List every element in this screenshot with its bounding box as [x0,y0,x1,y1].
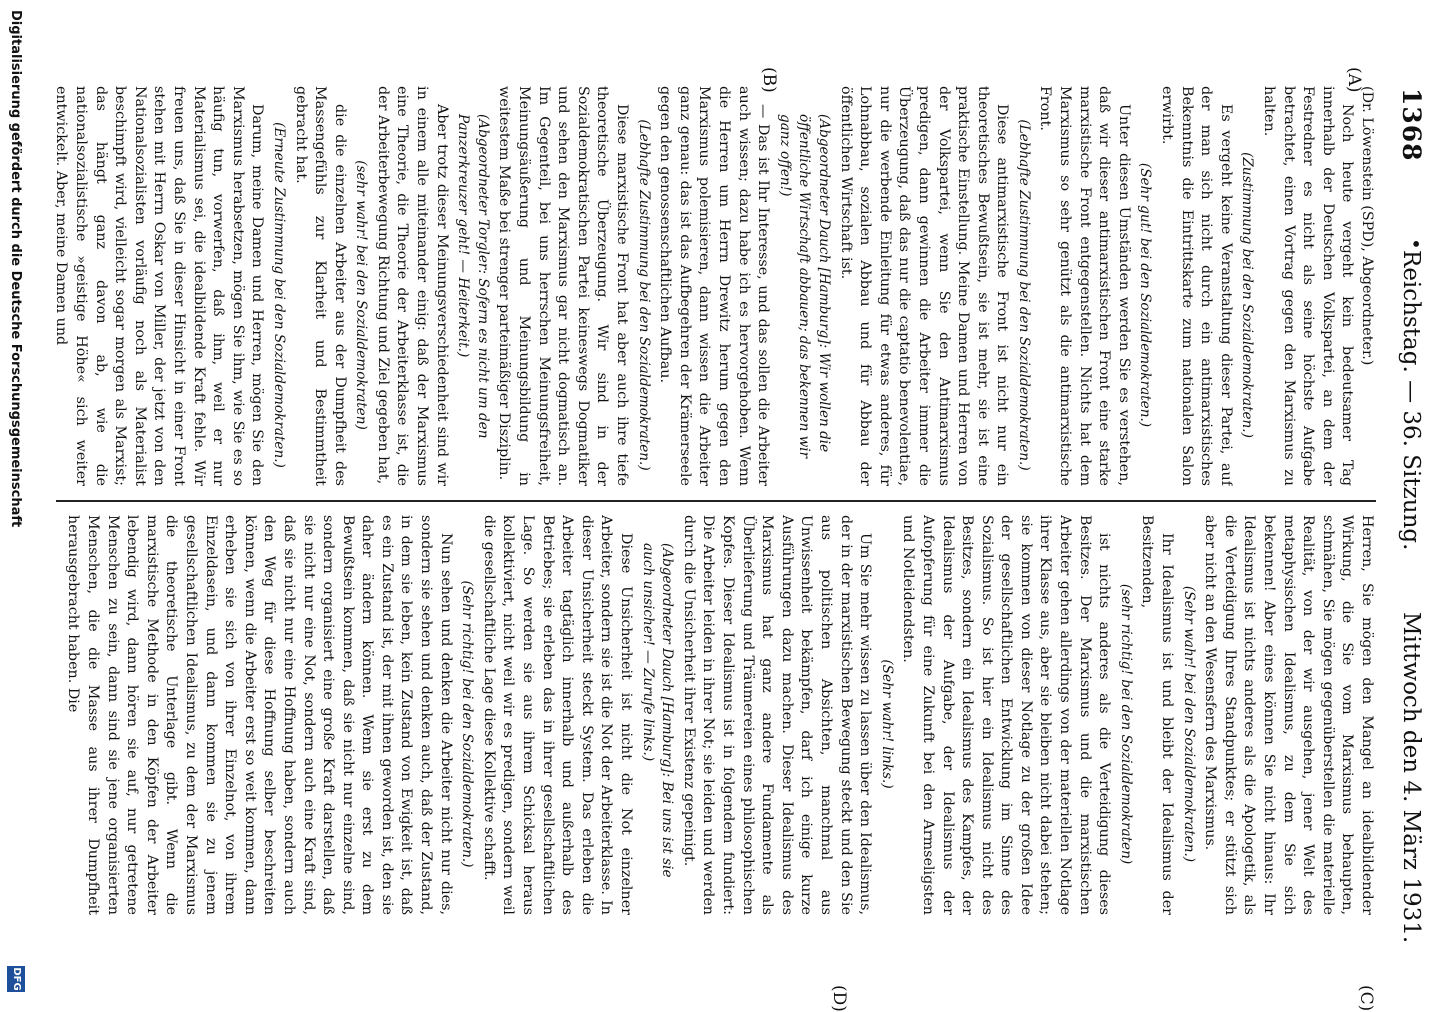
parenthetical-remark: (Abgeordneter Torgler: Sofern es nicht um den Panzerkreuzer geht! — Heiterkeit.) [455,114,491,439]
column-divider [56,500,1376,502]
dfg-logo: DFG [7,966,25,992]
margin-letter-c: (C) [1356,985,1376,1012]
parenthetical-remark: (sehr richtig! bei den Sozialdemokraten) [1117,583,1134,865]
parenthetical-remark: (Sehr wahr! links.) [878,659,895,789]
paragraph: Aber trotz dieser Meinungsverschiedenheit sind wir in einem alle miteinander einig: daß der Marxismus eine Theorie, die Theorie der Arbeiterklasse ist, die der Arbeiterbewegung Richtung und Ziel gegeben hat, [374,86,450,486]
margin-letter-a: (A) [1344,67,1364,93]
paragraph: — Das ist Ihr Interesse, und das sollen die Arbeiter auch wissen; dazu habe ich es hervorgehoben. Wenn die Herren um Herrn Drewitz herum gegen den Marxismus polemisieren, dann wissen die Arbeiter ganz genau: das ist das Aufbegehren der Krämerseele gegen den genossenschaftlichen Aufbau. [657,86,772,486]
paragraph: (Dr. Löwenstein (SPD), Abgeordneter.) [1359,86,1375,366]
right-column [46,515,1376,915]
paragraph: Diese Unsicherheit ist nicht die Not einzelner Arbeiter, sondern sie ist die Not der Arbeiterklasse. In dieser Unsicherheit steckt System. Das erleben die Arbeiter tagtäglich innerhalb und außerhalb des Betriebes; sie erleben das in ihrer gesellschaftlichen Lage. So werden sie aus ihrem Schicksal heraus kollektiviert, nicht weil wir es predigen, sondern weil die gesellschaftliche Lage diese Kollektive schafft. [480,515,635,915]
page-number: 1368 [1397,88,1426,162]
paragraph: Um Sie mehr wissen zu lassen über den Idealismus, der in der marxistischen Bewegung steckt und den Sie aus politischen Absichten, manchmal aus Unwissenheit bekämpfen, darf ich einige kurze Ausführungen dazu machen. Dieser Idealismus des Marxismus hat ganz andere Fundamente als Überlieferung und Träumereien eines philosophischen Kopfes. Dieser Idealismus ist in folgendem fundiert: Die Arbeiter leiden in ihrer Not; sie leiden und werden durch die Unsicherheit ihrer Existenz gepeinigt. [680,515,874,915]
paragraph: Nun sehen und denken die Arbeiter nicht nur dies, sondern sie sehen und denken auch, daß der Zustand, in dem sie leben, kein Zustand von Ewigkeit ist, daß es ein Zustand ist, der mit ihnen geworden ist, den sie daher ändern können. Wenn sie erst zu dem Bewußtsein kommen, daß sie nicht nur einzelne sind, sondern organisiert eine große Kraft darstellen, daß sie nicht nur eine Not, sondern auch eine Kraft sind, daß sie nicht nur eine Hoffnung haben, sondern auch den Weg für diese Hoffnung selber beschreiten können, wenn die Arbeiter erst so weit kommen, dann erheben sie sich von ihrer Einzelnot, von ihrem Einzeldasein, und dann kommen sie zu jenem gesellschaftlichen Idealismus, zu dem der Marxismus die theoretische Unterlage gibt. Wenn die marxistische Methode in den Köpfen der Arbeiter lebendig wird, dann hören sie auf, nur getretene Menschen zu sein, dann sind sie jene organisierten Menschen, die die Masse aus ihrer Dumpfheit herausgebracht haben. Die [65,515,454,915]
parenthetical-remark: (sehr wahr! bei den Sozialdemokraten) [353,160,370,430]
paragraph: die die einzelnen Arbeiter aus der Dumpfheit des Massengefühls zur Klarheit und Bestimmtheit gebracht hat. [292,86,348,486]
parenthetical-remark: (Sehr richtig! bei den Sozialdemokraten.) [459,580,476,868]
left-column [46,86,1376,486]
margin-letter-d: (D) [829,985,849,1012]
parenthetical-remark: (Lebhafte Zustimmung bei den Sozialdemokraten.) [1015,119,1032,471]
parenthetical-remark: (Zustimmung bei den Sozialdemokraten.) [1239,152,1256,438]
margin-letter-b: (B) [759,67,779,93]
paragraph: Herren, Sie mögen den Mangel an idealbildender Wirkung, die Sie vom Marxismus behaupten, schmähen, Sie mögen gegenüberstellen die materielle Realität, von der wir ausgehen, jener Welt des metaphysischen Idealismus, zu dem Sie sich bekennen! Aber eines können Sie nicht hinaus: Ihr Idealismus ist nichts anderes als die Apologetik, als die Verteidigung Ihres Standpunktes; er stützt sich aber nicht an den Wesensfern des Marxismus. [1202,515,1375,915]
paragraph: Noch heute vergeht kein bedeutsamer Tag innerhalb der Deutschen Volkspartei, an dem der Festredner es nicht als seine höchste Aufgabe betrachtet, einen Vortrag gegen den Marxismus zu halten. [1261,86,1356,486]
paragraph: Unter diesen Umständen werden Sie es verstehen, daß wir dieser antimarxistischen Front eine starke marxistische Front entgegenstellen. Nichts hat dem Marxismus so sehr genützt als die antimarxistische Front. [1037,86,1132,486]
header-date: Mittwoch den 4. März 1931. [1398,612,1424,944]
parenthetical-remark: (Lebhafte Zustimmung bei den Sozialdemokraten.) [635,119,652,471]
parenthetical-remark: (Sehr gut! bei den Sozialdemokraten.) [1137,162,1154,428]
page-header [1386,0,1434,1000]
footer-credit: Digitalisierung gefördert durch die Deutsche Forschungsgemeinschaft [8,10,23,528]
header-dot: • [1404,238,1428,250]
parenthetical-remark: (Abgeordneter Dauch [Hamburg]: Bei uns ist sie auch unsicher! — Zurufe links.) [639,543,676,878]
paragraph: Diese antimarxistische Front ist nicht nur ein theoretisches Bewußtsein, sie ist mehr, sie ist eine praktische Einstellung. Meine Damen und Herren von der Volkspartei, wenn Sie den Antimarxismus predigen, dann gewinnen die Arbeiter immer die Überzeugung, daß das nur die captatio benevolentiae, nur die werbende Einleitung für etwas anderes, für Lohnabbau, sozialen Abbau und für Abbau der öffentlichen Wirtschaft ist. [837,86,1011,486]
parenthetical-remark: (Sehr wahr! bei den Sozialdemokraten.) [1180,585,1197,863]
paragraph: Es vergeht keine Veranstaltung dieser Partei, auf der man sich nicht durch ein antimarxistisches Bekenntnis die Eintrittskarte zum nationalen Salon erwirbt. [1159,86,1234,486]
parenthetical-remark: (Erneute Zustimmung bei den Sozialdemokraten.) [270,122,287,468]
paragraph: ist nichts anderes als die Verteidigung dieses Besitzes. Der Marxismus und die marxistischen Arbeiter gehen allerdings von der materiellen Notlage ihrer Klasse aus, aber sie bleiben nicht dabei stehen; sie kommen von dieser Notlage zu der großen Idee der gesellschaftlichen Entwicklung im Sinne des Sozialismus. So ist hier ein Idealismus nicht des Besitzes, sondern ein Idealismus des Kampfes, der Idealismus der Aufgabe, der Idealismus der Aufopferung für eine Zukunft bei den Armseligsten und Notleidendsten. [900,515,1113,915]
header-title: Reichstag. — 36. Sitzung. [1398,250,1424,551]
paragraph: Darum, meine Damen und Herren, mögen Sie den Marxismus herabsetzen, mögen Sie ihm, wie Sie es so häufig tun, vorwerfen, daß ihm, weil er nur Materialismus sei, die idealbildende Kraft fehle. Wir freuen uns, daß Sie in dieser Hinsicht in einer Front stehen mit Herrn Oskar von Miller, der jetzt von den Nationalsozialisten vorläufig noch als Materialist beschimpft wird, vielleicht sogar morgen als Marxist; das hängt ganz davon ab, wie die nationalsozialistische »geistige Höhe« sich weiter entwickelt. Aber, meine Damen und [53,86,266,486]
parenthetical-remark: (Abgeordneter Dauch [Hamburg]: Wir wollen die öffentliche Wirtschaft abbauen; das bekennen wir ganz offen!) [776,114,832,459]
paragraph: Ihr Idealismus ist und bleibt der Idealismus der Besitzenden, [1139,515,1176,915]
paragraph: Diese marxistische Front hat aber auch ihre tiefe theoretische Überzeugung. Wir sind in der Sozialdemokratischen Partei keineswegs Dogmatiker und sehen den Marxismus gar nicht dogmatisch an. Im Gegenteil, bei uns herrschen Meinungsfreiheit, Meinungsäußerung und Meinungsbildung in weitestem Maße bei strenger parteimäßiger Disziplin. [496,86,631,486]
page-footer [1,0,29,1000]
